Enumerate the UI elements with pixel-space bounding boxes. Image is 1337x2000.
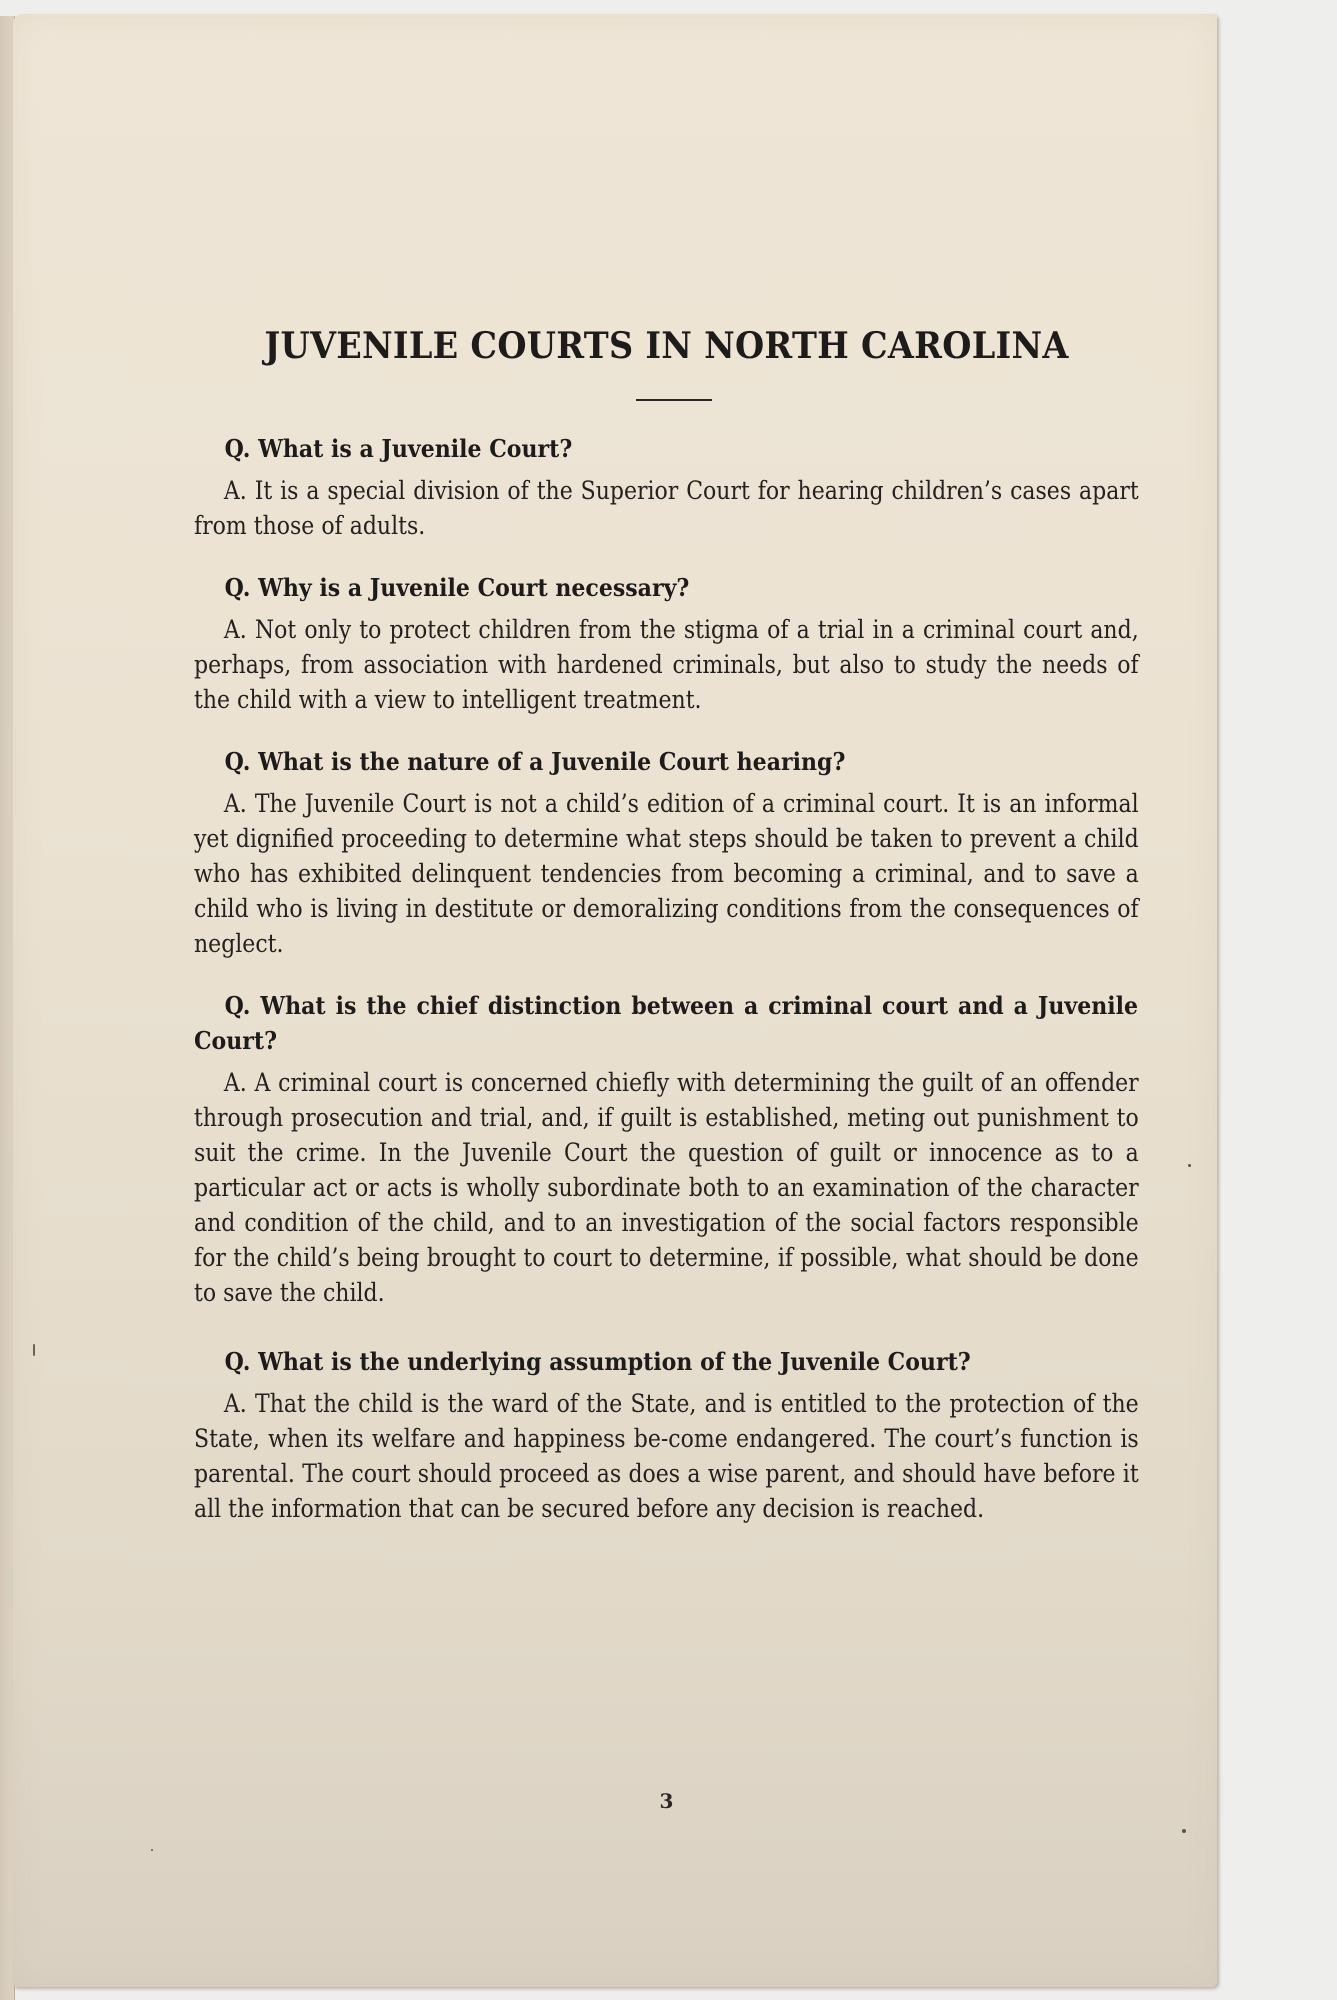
answer: A. It is a special division of the Superior Court for hearing children’s cases apart from those of adults. <box>194 476 1139 540</box>
answer: A. The Juvenile Court is not a child’s edition of a criminal court. It is an informal yet dignified proceeding to determine what steps should be taken to prevent a child who has exhibited delinquent tendencies from becoming a criminal, and to save a child who is living in destitute or demoralizing conditions from the consequences of neglect. <box>194 789 1139 958</box>
question: Q. What is the nature of a Juvenile Court hearing? <box>224 747 846 776</box>
question: Q. What is a Juvenile Court? <box>224 434 573 463</box>
title-divider <box>636 399 712 401</box>
qa-item-2 <box>194 570 1139 717</box>
paper-speck <box>1188 1164 1191 1167</box>
qa-item-3 <box>194 744 1139 961</box>
paper-mark <box>33 1344 35 1356</box>
question: Q. What is the underlying assumption of the Juvenile Court? <box>224 1347 971 1376</box>
qa-item-4 <box>194 988 1139 1310</box>
answer: A. That the child is the ward of the State, and is entitled to the protection of the State, when its welfare and happiness be-come endangered. The court’s function is parental. The court should proceed as does a wise parent, and should have before it all the information that can be secured before any decision is reached. <box>194 1389 1139 1523</box>
page-content <box>194 322 1139 1526</box>
page-title: JUVENILE COURTS IN NORTH CAROLINA <box>264 325 1069 367</box>
answer: A. Not only to protect children from the stigma of a trial in a criminal court and, perhaps, from association with hardened criminals, but also to study the needs of the child with a view to intelligent treatment. <box>194 615 1139 714</box>
page-number: 3 <box>659 1789 674 1813</box>
question: Q. What is the chief distinction between a criminal court and a Juvenile Court? <box>194 991 1139 1055</box>
qa-item-5 <box>194 1344 1139 1526</box>
paper-speck <box>1182 1829 1186 1833</box>
answer: A. A criminal court is concerned chiefly with determining the guilt of an offender through prosecution and trial, and, if guilt is established, meting out punishment to suit the crime. In the Juvenile Court the question of guilt or innocence as to a particular act or acts is wholly subordinate both to an examination of the character and condition of the child, and to an investigation of the social factors responsible for the child’s being brought to court to determine, if possible, what should be done to save the child. <box>194 1068 1139 1307</box>
question: Q. Why is a Juvenile Court necessary? <box>224 573 690 602</box>
qa-item-1 <box>194 431 1139 543</box>
paper-speck <box>151 1849 153 1851</box>
